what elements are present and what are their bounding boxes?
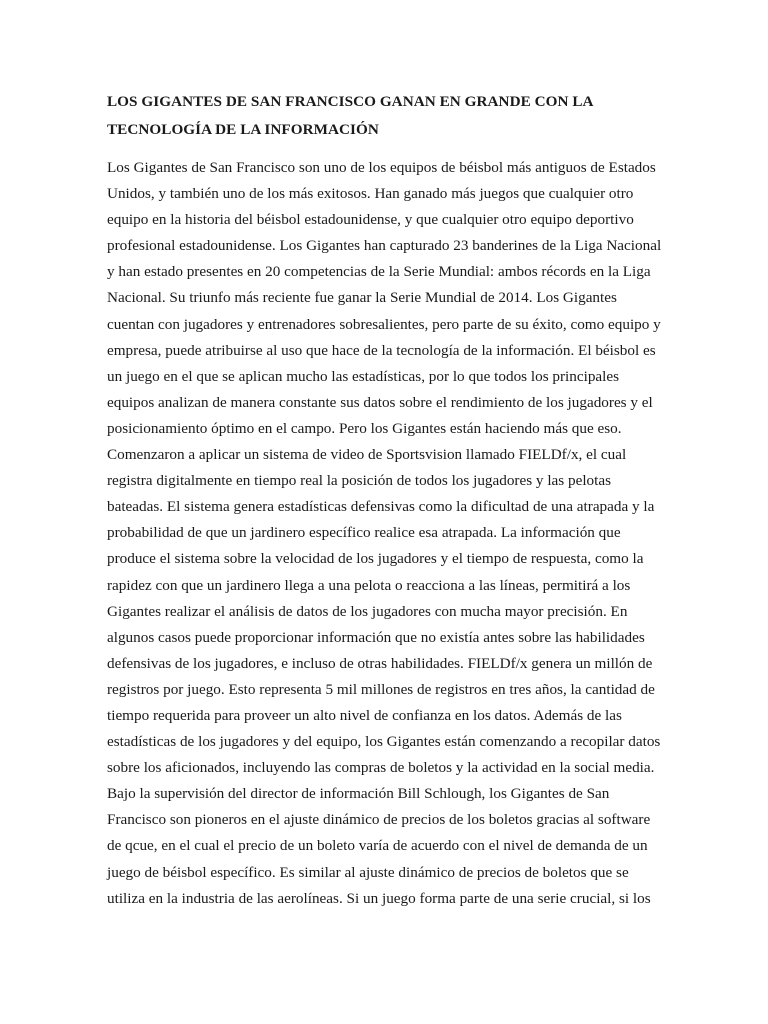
body-line: Gigantes realizar el análisis de datos de los jugadores con mucha mayor precisión. En	[107, 602, 628, 620]
body-line: probabilidad de que un jardinero específico realice esa atrapada. La información que	[107, 524, 621, 542]
body-line: profesional estadounidense. Los Gigantes han capturado 23 banderines de la Liga Nacional	[107, 237, 662, 255]
title-line: TECNOLOGÍA DE LA INFORMACIÓN	[107, 121, 379, 138]
title-line: LOS GIGANTES DE SAN FRANCISCO GANAN EN GRANDE CON LA	[107, 93, 594, 110]
body-line: sobre los aficionados, incluyendo las compras de boletos y la actividad en la social media.	[107, 759, 655, 777]
body-line: registros por juego. Esto representa 5 mil millones de registros en tres años, la cantidad de	[107, 680, 655, 698]
body-line: equipos analizan de manera constante sus datos sobre el rendimiento de los jugadores y el	[107, 393, 653, 411]
body-line: rapidez con que un jardinero llega a una pelota o reacciona a las líneas, permitirá a los	[107, 576, 631, 594]
body-line: Comenzaron a aplicar un sistema de video de Sportsvision llamado FIELDf/x, el cual	[107, 446, 627, 464]
body-line: defensivas de los jugadores, e incluso de otras habilidades. FIELDf/x genera un millón de	[107, 654, 653, 672]
body-line: un juego en el que se aplican mucho las estadísticas, por lo que todos los principales	[107, 367, 620, 385]
body-line: equipo en la historia del béisbol estadounidense, y que cualquier otro equipo deportivo	[107, 211, 634, 229]
body-line: cuentan con jugadores y entrenadores sobresalientes, pero parte de su éxito, como equipo y	[107, 315, 661, 333]
body-line: posicionamiento óptimo en el campo. Pero los Gigantes están haciendo más que eso.	[107, 419, 622, 437]
body-line: tiempo requerida para proveer un alto nivel de confianza en los datos. Además de las	[107, 706, 622, 724]
body-line: empresa, puede atribuirse al uso que hace de la tecnología de la información. El béisbol es	[107, 341, 656, 359]
body-line: registra digitalmente en tiempo real la posición de todos los jugadores y las pelotas	[107, 472, 612, 490]
body-line: y han estado presentes en 20 competencias de la Serie Mundial: ambos récords en la Liga	[107, 263, 651, 281]
document-title	[107, 88, 667, 144]
body-line: Nacional. Su triunfo más reciente fue ganar la Serie Mundial de 2014. Los Gigantes	[107, 289, 617, 307]
body-paragraph	[107, 155, 667, 912]
body-line: de qcue, en el cual el precio de un boleto varía de acuerdo con el nivel de demanda de un	[107, 837, 648, 855]
body-line: estadísticas de los jugadores y del equipo, los Gigantes están comenzando a recopilar datos	[107, 733, 661, 751]
body-line: algunos casos puede proporcionar información que no existía antes sobre las habilidades	[107, 628, 645, 646]
body-line: Los Gigantes de San Francisco son uno de los equipos de béisbol más antiguos de Estados	[107, 159, 656, 176]
document-page	[107, 88, 667, 912]
body-line: bateadas. El sistema genera estadísticas defensivas como la dificultad de una atrapada y la	[107, 498, 655, 516]
body-line: Bajo la supervisión del director de información Bill Schlough, los Gigantes de San	[107, 785, 610, 803]
body-line: produce el sistema sobre la velocidad de los jugadores y el tiempo de respuesta, como la	[107, 550, 644, 568]
body-line: Francisco son pioneros en el ajuste dinámico de precios de los boletos gracias al software	[107, 811, 651, 829]
body-line: utiliza en la industria de las aerolíneas. Si un juego forma parte de una serie crucial, si los	[107, 889, 651, 907]
body-line: Unidos, y también uno de los más exitosos. Han ganado más juegos que cualquier otro	[107, 185, 634, 203]
body-line: juego de béisbol específico. Es similar al ajuste dinámico de precios de boletos que se	[107, 863, 629, 881]
